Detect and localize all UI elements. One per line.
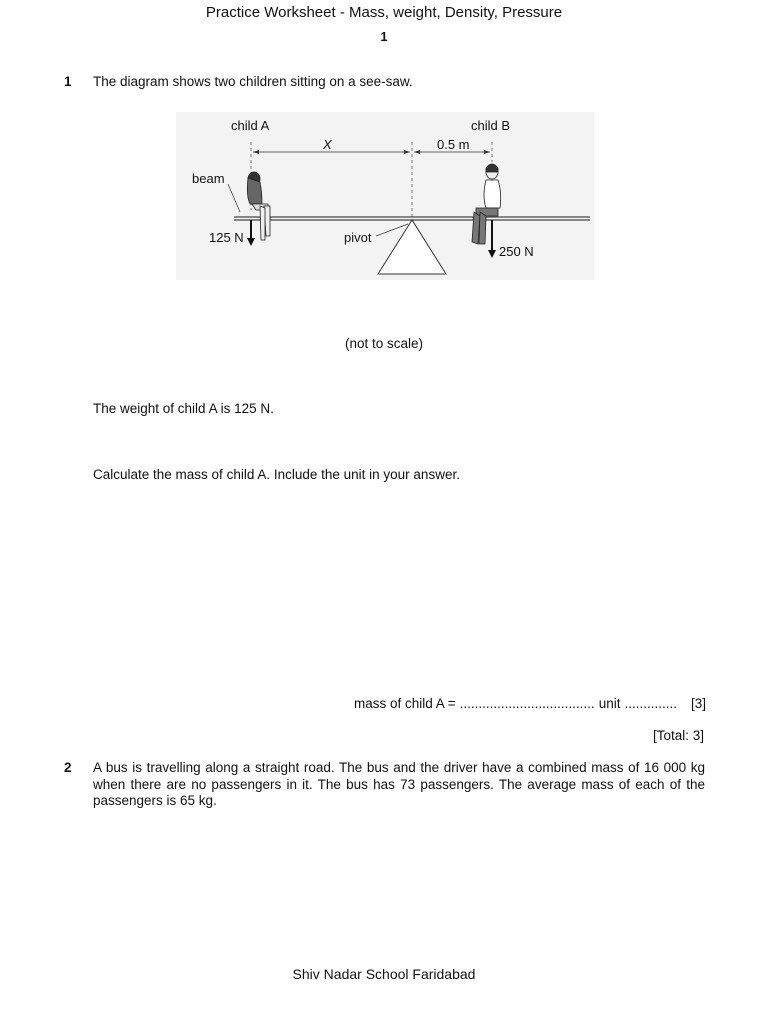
marks: [3] (690, 696, 706, 711)
force-b-label: 250 N (499, 244, 534, 259)
question-2-number: 2 (64, 760, 72, 775)
child-a-label: child A (231, 118, 270, 133)
calculation-instruction: Calculate the mass of child A. Include the unit in your answer. (93, 467, 460, 482)
child-b-label: child B (471, 118, 511, 133)
question-1-total: [Total: 3] (652, 728, 704, 743)
weight-statement: The weight of child A is 125 N. (93, 401, 274, 416)
distance-x-label: X (323, 137, 332, 152)
question-2-text: A bus is travelling along a straight road. The bus and the driver have a combined mass of 16 000 kg when there are no passengers in it. The bus has 73 passengers. The average mass of each of the passengers is 65 kg. (93, 760, 705, 808)
answer-label: mass of child A = (353, 696, 456, 711)
distance-b-label: 0.5 m (437, 137, 470, 152)
question-1-number: 1 (64, 74, 72, 89)
footer-school-name: Shiv Nadar School Faridabad (292, 966, 476, 982)
beam-label: beam (192, 171, 225, 186)
force-a-label: 125 N (209, 230, 244, 245)
scale-note: (not to scale) (344, 336, 424, 351)
question-1-intro: The diagram shows two children sitting on a see-saw. (93, 74, 413, 89)
answer-dots[interactable]: .................................... (459, 696, 595, 711)
answer-line (350, 696, 706, 711)
page-number: 1 (380, 29, 388, 44)
seesaw-diagram (176, 112, 594, 280)
unit-label: unit (598, 696, 621, 711)
pivot-label: pivot (344, 230, 372, 245)
worksheet-title: Practice Worksheet - Mass, weight, Density, Pressure (205, 4, 563, 21)
unit-dots[interactable]: .............. (624, 696, 677, 711)
